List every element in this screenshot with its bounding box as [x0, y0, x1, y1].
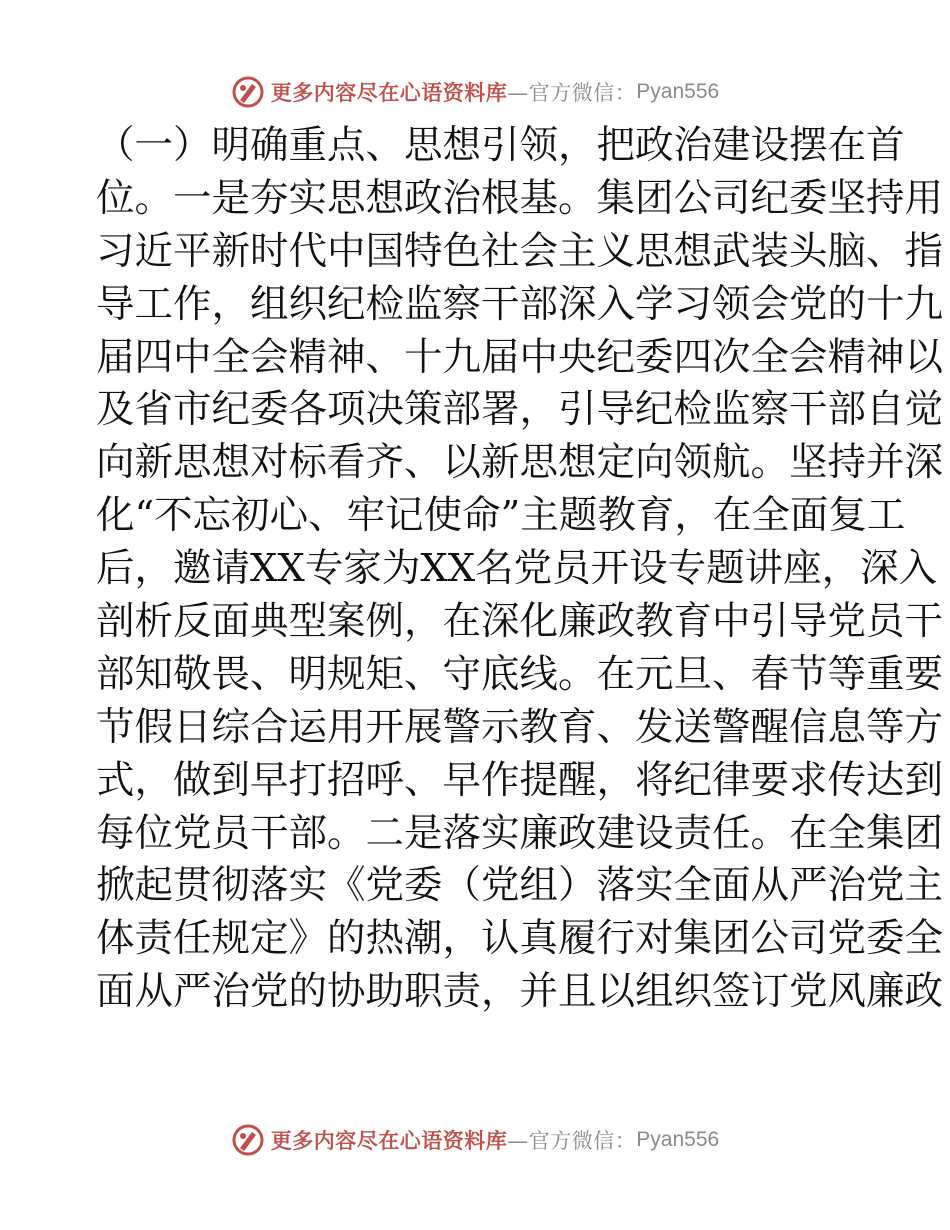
logo-icon [231, 75, 265, 109]
body-line: 后，邀请XX专家为XX名党员开设专题讲座，深入 [96, 546, 938, 592]
body-line: 导工作，组织纪检监察干部深入学习领会党的十九 [96, 281, 944, 327]
footer-banner-main: 更多内容尽在心语资料库 [270, 1129, 508, 1153]
header-banner [0, 72, 950, 112]
body-line: 面从严治党的协助职责，并且以组织签订党风廉政 [96, 969, 944, 1015]
body-line: 部知敬畏、明规矩、守底线。在元旦、春节等重要 [96, 651, 944, 697]
body-line: 化“不忘初心、牢记使命”主题教育，在全面复工 [96, 493, 906, 539]
body-line: 位。一是夯实思想政治根基。集团公司纪委坚持用 [96, 175, 944, 221]
body-line: 掀起贯彻落实《党委（党组）落实全面从严治党主 [96, 863, 944, 909]
footer-banner-wechat: Pyan556 [636, 1128, 720, 1151]
footer-banner-separator: —官方微信： [507, 1129, 637, 1153]
body-line: 向新思想对标看齐、以新思想定向领航。坚持并深 [96, 440, 944, 486]
logo-icon [231, 1123, 265, 1157]
body-line: 剖析反面典型案例，在深化廉政教育中引导党员干 [96, 599, 944, 645]
header-banner-wechat: Pyan556 [636, 80, 720, 103]
body-line: 及省市纪委各项决策部署，引导纪检监察干部自觉 [96, 387, 944, 433]
body-line: （一）明确重点、思想引领，把政治建设摆在首 [96, 123, 905, 168]
body-line: 节假日综合运用开展警示教育、发送警醒信息等方 [96, 704, 944, 750]
body-line: 习近平新时代中国特色社会主义思想武装头脑、指 [96, 228, 944, 274]
header-banner-main: 更多内容尽在心语资料库 [270, 81, 508, 105]
header-banner-separator: —官方微信： [507, 81, 637, 105]
footer-banner [0, 1120, 950, 1160]
body-line: 届四中全会精神、十九届中央纪委四次全会精神以 [96, 334, 944, 380]
document-body [96, 120, 944, 1019]
body-line: 体责任规定》的热潮，认真履行对集团公司党委全 [96, 916, 944, 962]
body-line: 式，做到早打招呼、早作提醒，将纪律要求传达到 [96, 757, 944, 803]
body-line: 每位党员干部。二是落实廉政建设责任。在全集团 [96, 810, 944, 856]
